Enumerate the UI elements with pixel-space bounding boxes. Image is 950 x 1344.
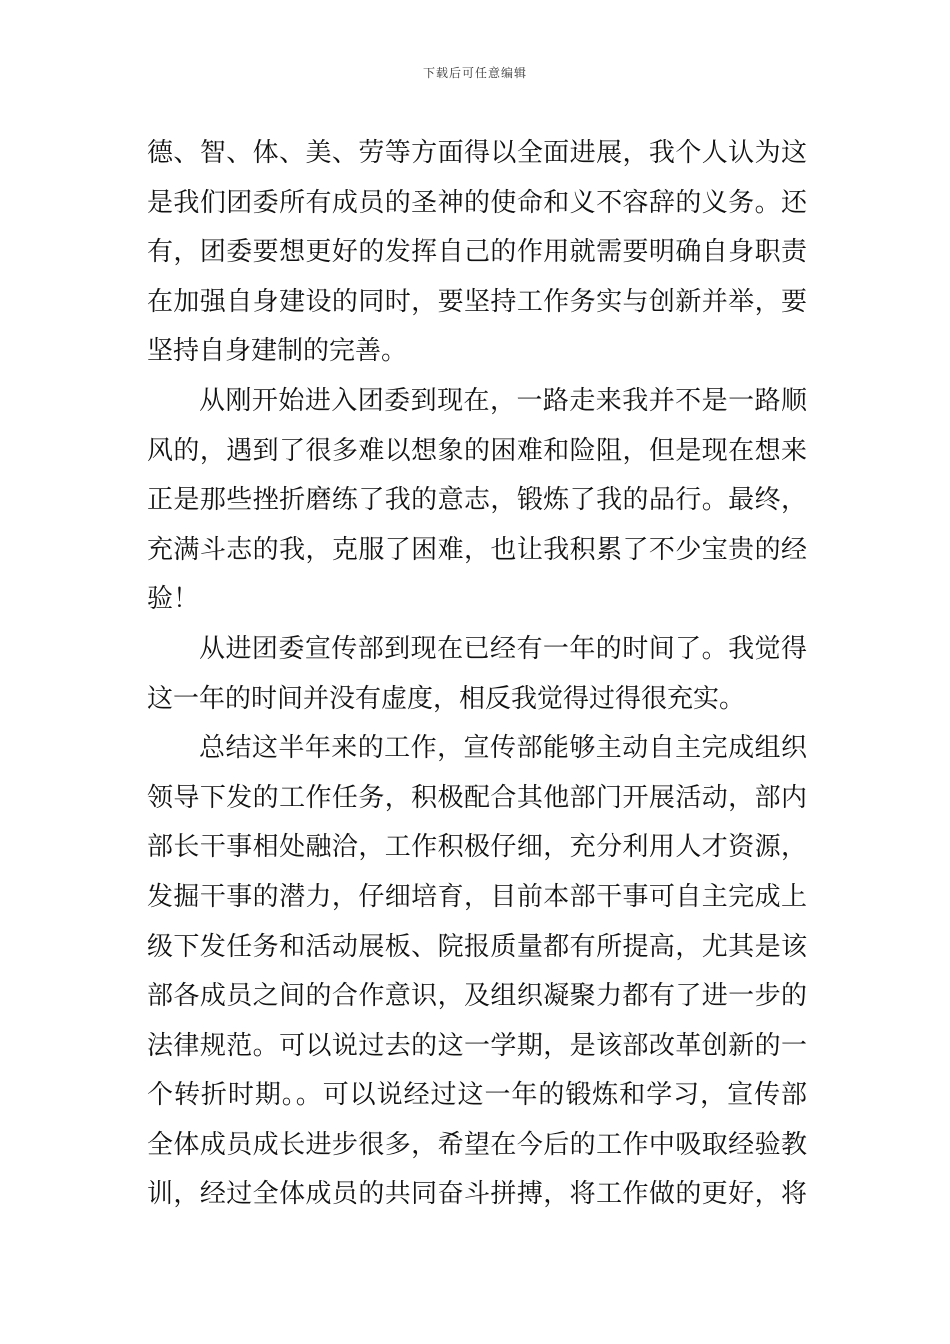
paragraph-start-line: 从进团委宣传部到现在已经有一年的时间了。我觉得 — [199, 633, 807, 664]
text-line: 在加强自身建设的同时，要坚持工作务实与创新并举，要 — [147, 286, 807, 317]
text-line: 风的，遇到了很多难以想象的困难和险阻，但是现在想来 — [147, 435, 807, 466]
text-line: 正是那些挫折磨练了我的意志，锻炼了我的品行。最终， — [147, 485, 807, 516]
text-line: 是我们团委所有成员的圣神的使命和义不容辞的义务。还 — [147, 187, 807, 218]
document-body — [147, 129, 807, 1220]
text-line: 全体成员成长进步很多，希望在今后的工作中吸取经验教 — [147, 1129, 807, 1160]
text-line: 部长干事相处融洽，工作积极仔细，充分利用人才资源， — [147, 832, 807, 863]
text-line: 验！ — [147, 584, 200, 615]
text-line: 领导下发的工作任务，积极配合其他部门开展活动，部内 — [147, 782, 807, 813]
text-line: 部各成员之间的合作意识，及组织凝聚力都有了进一步的 — [147, 981, 807, 1012]
text-line: 坚持自身建制的完善。 — [147, 336, 408, 367]
text-line: 德、智、体、美、劳等方面得以全面进展，我个人认为这 — [147, 138, 807, 168]
paragraph-start-line: 总结这半年来的工作，宣传部能够主动自主完成组织 — [199, 733, 807, 764]
text-line: 充满斗志的我，克服了困难，也让我积累了不少宝贵的经 — [147, 534, 807, 565]
text-line: 个转折时期。。可以说经过这一年的锻炼和学习，宣传部 — [147, 1080, 807, 1111]
text-line: 法律规范。可以说过去的这一学期，是该部改革创新的一 — [147, 1030, 807, 1061]
text-line: 有，团委要想更好的发挥自己的作用就需要明确自身职责 — [147, 237, 807, 268]
text-line: 训，经过全体成员的共同奋斗拼搏，将工作做的更好，将 — [147, 1179, 807, 1210]
text-line: 发掘干事的潜力，仔细培育，目前本部干事可自主完成上 — [147, 881, 807, 912]
paragraph-start-line: 从刚开始进入团委到现在，一路走来我并不是一路顺 — [199, 385, 807, 416]
page-header: 下载后可任意编辑 — [422, 66, 527, 80]
text-line: 级下发任务和活动展板、院报质量都有所提高，尤其是该 — [147, 931, 807, 962]
text-line: 这一年的时间并没有虚度，相反我觉得过得很充实。 — [147, 683, 746, 714]
